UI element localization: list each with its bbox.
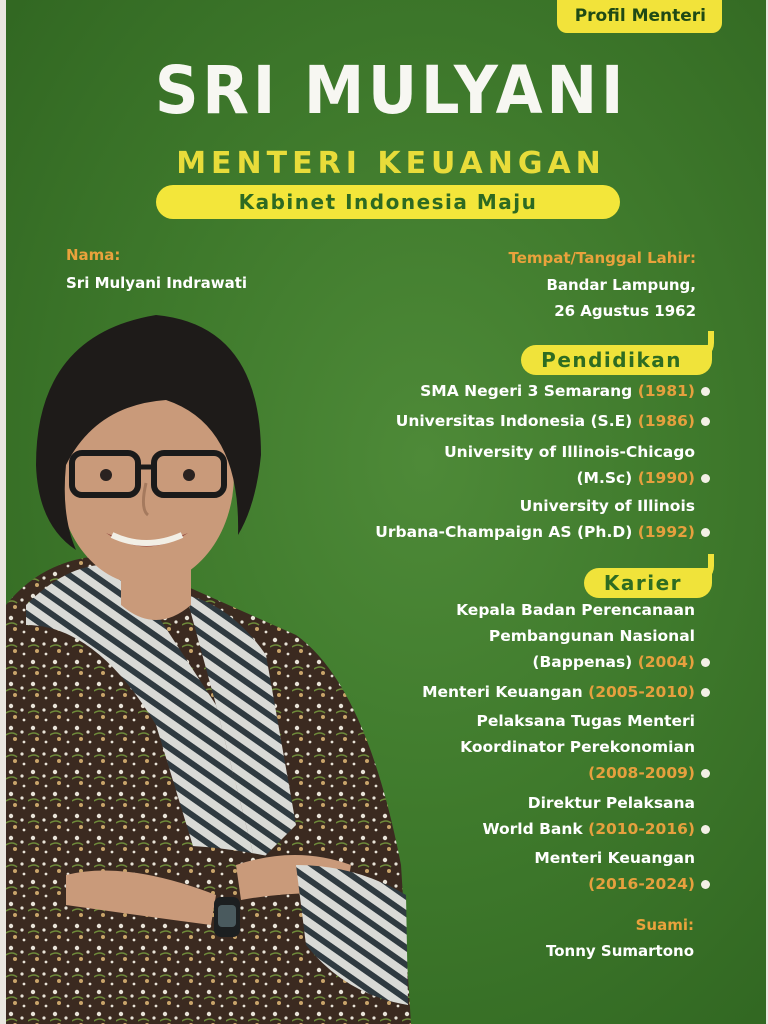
birth-label: Tempat/Tanggal Lahir: [508,249,696,267]
section-tag: Profil Menteri [557,0,722,33]
career-entry [460,708,710,786]
nama-label: Nama: [66,246,121,264]
entry-year: (2004) [637,653,695,671]
page-title: SRI MULYANI [154,52,628,129]
birth-place: Bandar Lampung, [546,276,696,294]
entry-text: Universitas Indonesia (S.E) [395,412,633,430]
entry-year: (1990) [637,469,695,487]
bullet-dot-icon [701,528,710,537]
spouse-value: Tonny Sumartono [546,942,694,960]
entry-year: (2005-2010) [588,683,695,701]
magazine-page [6,0,766,1024]
portrait-photo [6,305,426,1024]
entry-text: (M.Sc) [576,469,633,487]
birth-date: 26 Agustus 1962 [554,302,696,320]
bullet-dot-icon [701,769,710,778]
birth-value [546,272,696,324]
bullet-dot-icon [701,880,710,889]
education-entry [396,408,710,434]
bullet-dot-icon [701,825,710,834]
entry-year: (1992) [637,523,695,541]
bullet-dot-icon [701,688,710,697]
entry-text: Kepala Badan Perencanaan [456,601,695,619]
entry-text: Menteri Keuangan [422,683,583,701]
bullet-dot-icon [701,417,710,426]
career-entry [422,679,710,705]
entry-year: (1981) [637,382,695,400]
entry-text: University of Illinois [519,497,695,515]
entry-year: (2010-2016) [588,820,695,838]
career-entry [456,597,710,675]
bullet-dot-icon [701,474,710,483]
entry-text: SMA Negeri 3 Semarang [420,382,633,400]
education-entry [420,378,710,404]
bullet-dot-icon [701,658,710,667]
career-entry [482,790,710,842]
entry-text: (Bappenas) [532,653,633,671]
entry-text: University of Illinois-Chicago [444,443,695,461]
entry-text: Menteri Keuangan [534,849,695,867]
bullet-dot-icon [701,387,710,396]
karier-heading: Karier [584,568,712,598]
spouse-label: Suami: [635,916,694,934]
career-entry [534,845,710,897]
entry-year: (1986) [637,412,695,430]
entry-text: Pelaksana Tugas Menteri [476,712,695,730]
entry-text: Pembangunan Nasional [488,627,695,645]
cabinet-badge [156,185,620,219]
entry-text: Urbana-Champaign AS (Ph.D) [375,523,633,541]
entry-year: (2016-2024) [588,875,695,893]
page-subtitle: MENTERI KEUANGAN [176,146,606,181]
entry-year: (2008-2009) [588,764,695,782]
cabinet-label: Kabinet Indonesia Maju [238,190,538,214]
entry-text: Koordinator Perekonomian [460,738,695,756]
nama-value: Sri Mulyani Indrawati [66,274,248,292]
education-entry [444,439,710,491]
entry-text: World Bank [482,820,583,838]
pendidikan-heading: Pendidikan [521,345,712,375]
entry-text: Direktur Pelaksana [527,794,695,812]
